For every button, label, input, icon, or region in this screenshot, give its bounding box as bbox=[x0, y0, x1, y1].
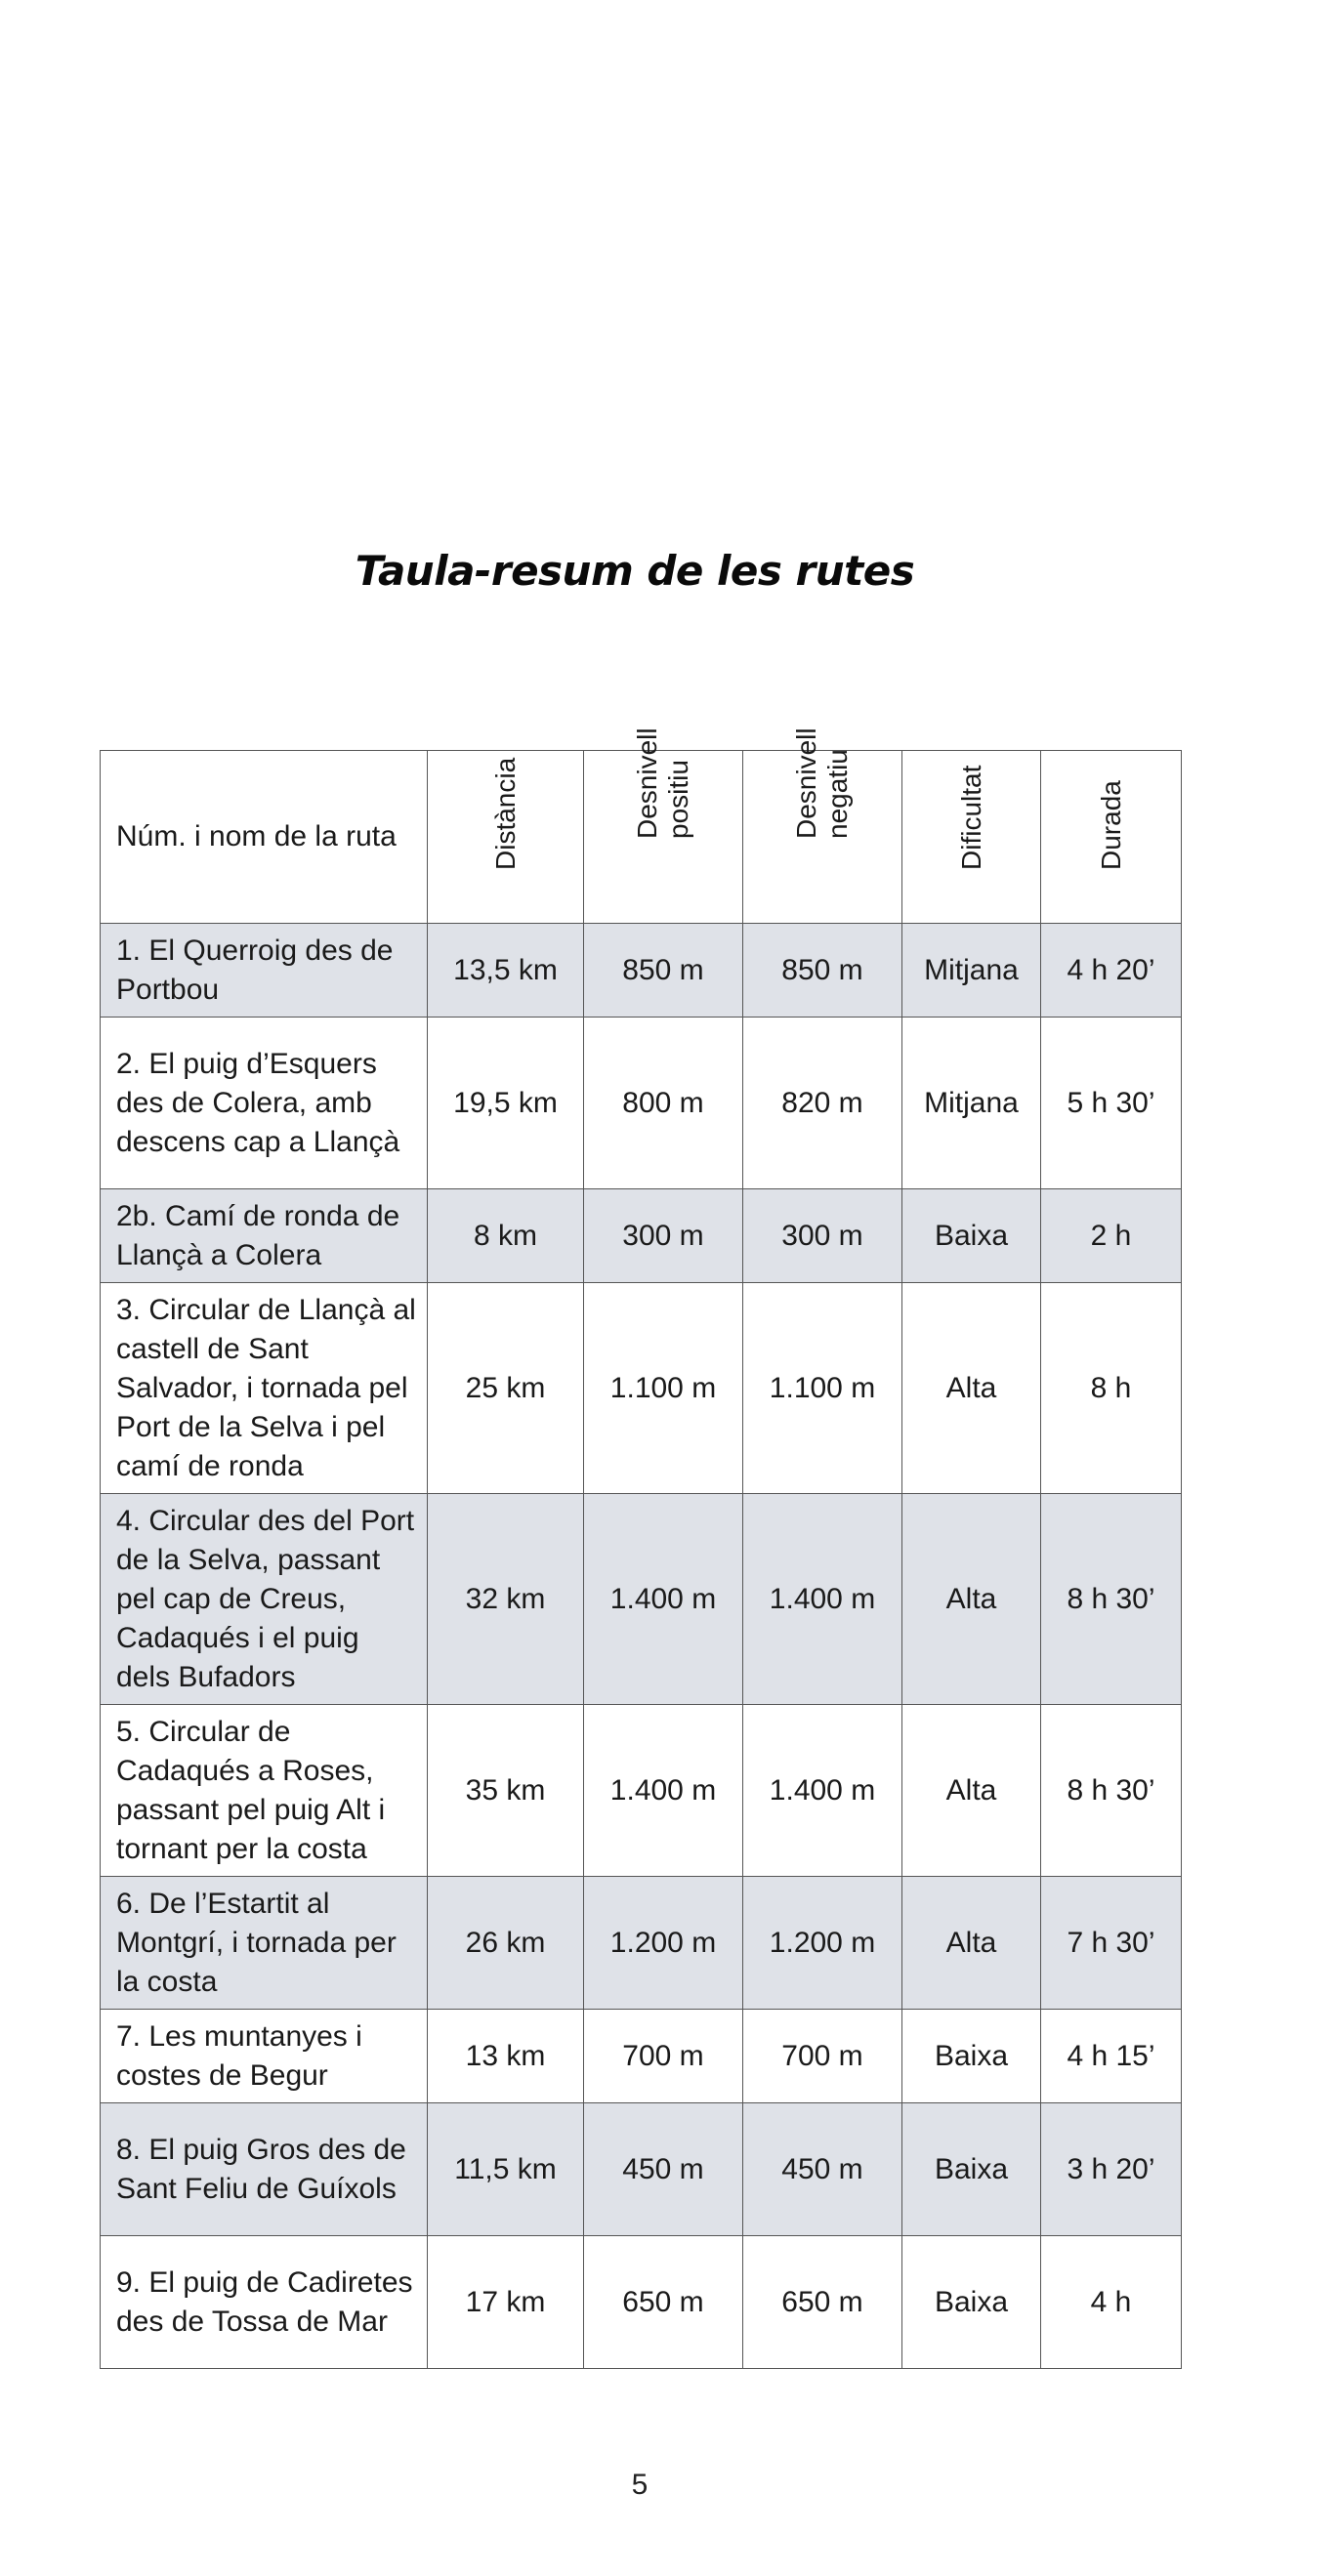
route-difficulty: Mitjana bbox=[902, 924, 1041, 1018]
route-name: 6. De l’Estartit al Montgrí, i tornada per la costa bbox=[101, 1877, 428, 2010]
route-descent: 1.400 m bbox=[743, 1705, 902, 1877]
route-name: 5. Circular de Cadaqués a Roses, passant pel puig Alt i tornant per la costa bbox=[101, 1705, 428, 1877]
table-header-row bbox=[101, 751, 1182, 924]
header-descent bbox=[743, 727, 902, 924]
route-difficulty: Baixa bbox=[902, 2103, 1041, 2236]
table-row bbox=[101, 1494, 1182, 1705]
table-row bbox=[101, 1705, 1182, 1877]
route-distance: 26 km bbox=[428, 1877, 584, 2010]
route-duration: 8 h 30’ bbox=[1041, 1705, 1182, 1877]
header-ascent-label bbox=[632, 727, 694, 839]
route-name: 2. El puig d’Esquers des de Colera, amb descens cap a Llançà bbox=[101, 1018, 428, 1189]
route-descent: 850 m bbox=[743, 924, 902, 1018]
route-duration: 8 h 30’ bbox=[1041, 1494, 1182, 1705]
table-row bbox=[101, 2103, 1182, 2236]
header-distance bbox=[428, 751, 584, 924]
table-row bbox=[101, 924, 1182, 1018]
route-difficulty: Baixa bbox=[902, 2010, 1041, 2103]
route-ascent: 700 m bbox=[584, 2010, 743, 2103]
route-difficulty: Alta bbox=[902, 1877, 1041, 2010]
route-duration: 4 h bbox=[1041, 2236, 1182, 2369]
route-descent: 300 m bbox=[743, 1189, 902, 1283]
route-descent: 1.400 m bbox=[743, 1494, 902, 1705]
header-ascent-line2: positiu bbox=[663, 760, 693, 839]
page-number: 5 bbox=[631, 2469, 649, 2501]
route-distance: 25 km bbox=[428, 1283, 584, 1494]
header-route-name: Núm. i nom de la ruta bbox=[101, 751, 428, 924]
route-difficulty: Baixa bbox=[902, 1189, 1041, 1283]
route-duration: 8 h bbox=[1041, 1283, 1182, 1494]
route-ascent: 1.400 m bbox=[584, 1705, 743, 1877]
route-ascent: 850 m bbox=[584, 924, 743, 1018]
page-title: Taula-resum de les rutes bbox=[355, 547, 915, 595]
route-difficulty: Alta bbox=[902, 1705, 1041, 1877]
route-distance: 13 km bbox=[428, 2010, 584, 2103]
route-ascent: 800 m bbox=[584, 1018, 743, 1189]
route-distance: 35 km bbox=[428, 1705, 584, 1877]
route-duration: 7 h 30’ bbox=[1041, 1877, 1182, 2010]
route-name: 7. Les muntanyes i costes de Begur bbox=[101, 2010, 428, 2103]
header-duration bbox=[1041, 751, 1182, 924]
header-duration-label: Durada bbox=[1095, 780, 1126, 870]
header-ascent bbox=[584, 727, 743, 924]
header-descent-label bbox=[791, 727, 854, 839]
route-descent: 1.100 m bbox=[743, 1283, 902, 1494]
route-name: 1. El Querroig des de Portbou bbox=[101, 924, 428, 1018]
table-row bbox=[101, 2010, 1182, 2103]
route-duration: 2 h bbox=[1041, 1189, 1182, 1283]
route-duration: 5 h 30’ bbox=[1041, 1018, 1182, 1189]
route-ascent: 1.400 m bbox=[584, 1494, 743, 1705]
header-difficulty-label: Dificultat bbox=[955, 765, 986, 870]
table-row bbox=[101, 1189, 1182, 1283]
routes-summary-table bbox=[100, 727, 1182, 2369]
header-distance-label: Distància bbox=[489, 757, 521, 870]
route-name: 3. Circular de Llançà al castell de Sant Salvador, i tornada pel Port de la Selva i pel camí de ronda bbox=[101, 1283, 428, 1494]
header-difficulty bbox=[902, 751, 1041, 924]
route-distance: 17 km bbox=[428, 2236, 584, 2369]
route-distance: 8 km bbox=[428, 1189, 584, 1283]
route-descent: 450 m bbox=[743, 2103, 902, 2236]
route-descent: 1.200 m bbox=[743, 1877, 902, 2010]
route-ascent: 1.200 m bbox=[584, 1877, 743, 2010]
route-duration: 4 h 15’ bbox=[1041, 2010, 1182, 2103]
route-ascent: 650 m bbox=[584, 2236, 743, 2369]
route-ascent: 300 m bbox=[584, 1189, 743, 1283]
table-row bbox=[101, 1283, 1182, 1494]
route-name: 4. Circular des del Port de la Selva, passant pel cap de Creus, Cadaqués i el puig dels Bufadors bbox=[101, 1494, 428, 1705]
route-distance: 32 km bbox=[428, 1494, 584, 1705]
route-difficulty: Baixa bbox=[902, 2236, 1041, 2369]
route-ascent: 1.100 m bbox=[584, 1283, 743, 1494]
route-name: 9. El puig de Cadiretes des de Tossa de Mar bbox=[101, 2236, 428, 2369]
table-row bbox=[101, 2236, 1182, 2369]
route-difficulty: Alta bbox=[902, 1494, 1041, 1705]
header-ascent-line1: Desnivell bbox=[632, 727, 662, 839]
route-duration: 3 h 20’ bbox=[1041, 2103, 1182, 2236]
route-distance: 11,5 km bbox=[428, 2103, 584, 2236]
header-descent-line2: negatiu bbox=[822, 749, 853, 839]
route-duration: 4 h 20’ bbox=[1041, 924, 1182, 1018]
header-descent-line1: Desnivell bbox=[791, 727, 821, 839]
table-row bbox=[101, 1877, 1182, 2010]
route-descent: 820 m bbox=[743, 1018, 902, 1189]
route-ascent: 450 m bbox=[584, 2103, 743, 2236]
table-row bbox=[101, 1018, 1182, 1189]
route-difficulty: Alta bbox=[902, 1283, 1041, 1494]
route-name: 2b. Camí de ronda de Llançà a Colera bbox=[101, 1189, 428, 1283]
route-distance: 13,5 km bbox=[428, 924, 584, 1018]
route-descent: 650 m bbox=[743, 2236, 902, 2369]
route-distance: 19,5 km bbox=[428, 1018, 584, 1189]
route-name: 8. El puig Gros des de Sant Feliu de Guíxols bbox=[101, 2103, 428, 2236]
route-difficulty: Mitjana bbox=[902, 1018, 1041, 1189]
route-descent: 700 m bbox=[743, 2010, 902, 2103]
